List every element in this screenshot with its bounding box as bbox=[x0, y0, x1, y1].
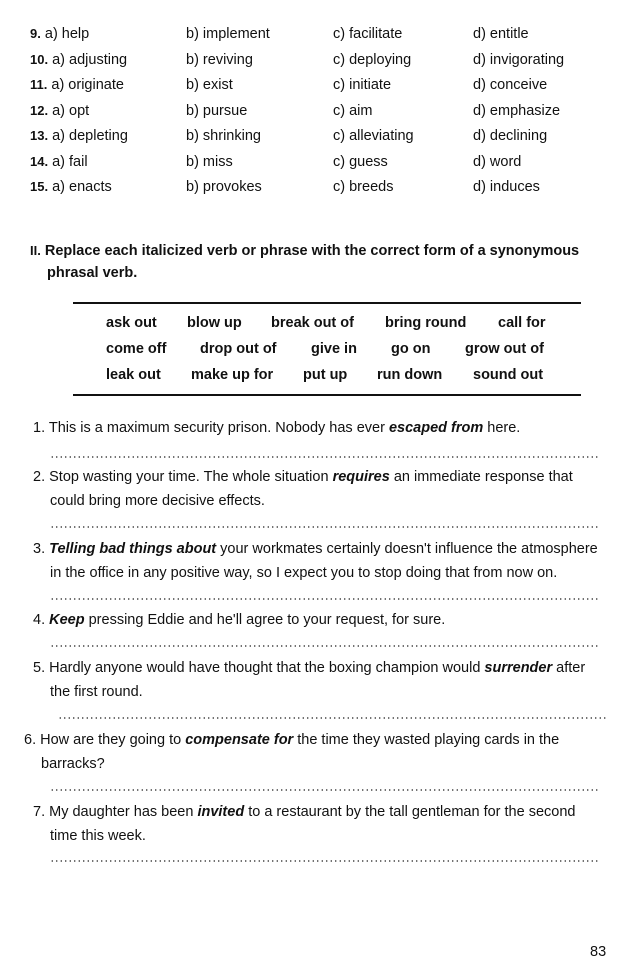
italicized-phrase: invited bbox=[197, 804, 245, 820]
exercise-text-post: your workmates certainly doesn't influence the atmosphere bbox=[216, 541, 598, 557]
exercise-continuation: barracks? bbox=[41, 755, 105, 772]
answer-line[interactable] bbox=[58, 717, 608, 719]
exercise-item bbox=[24, 729, 604, 776]
exercise-number: 6. bbox=[24, 732, 37, 748]
word-box-item: ask out bbox=[106, 315, 157, 331]
option-d: d) word bbox=[473, 153, 522, 170]
option-d: d) entitle bbox=[473, 26, 529, 42]
mc-row bbox=[30, 103, 610, 129]
word-box-item: bring round bbox=[385, 315, 467, 331]
italicized-phrase: Keep bbox=[49, 612, 85, 628]
option-b: b) provokes bbox=[186, 179, 262, 195]
option-c: c) alleviating bbox=[333, 128, 414, 144]
question-number: 13. bbox=[30, 128, 49, 143]
exercise-text-pre: Stop wasting your time. The whole situation bbox=[49, 469, 333, 485]
word-box-item: call for bbox=[498, 315, 546, 331]
exercise-item bbox=[33, 466, 613, 513]
multiple-choice-list bbox=[30, 26, 610, 205]
option-a-text: a) help bbox=[44, 26, 90, 42]
exercise-text-post: after bbox=[552, 660, 586, 676]
section-heading bbox=[30, 240, 600, 284]
phrasal-verb-box bbox=[73, 302, 581, 396]
exercise-text-post: the time they wasted playing cards in the bbox=[293, 732, 560, 748]
answer-line[interactable] bbox=[50, 645, 600, 647]
exercise-number: 4. bbox=[33, 612, 46, 628]
exercise-continuation: time this week. bbox=[50, 827, 146, 844]
option-b: b) miss bbox=[186, 153, 233, 170]
exercise-number: 2. bbox=[33, 469, 46, 485]
word-box-item: drop out of bbox=[200, 341, 277, 357]
word-box-item: leak out bbox=[106, 367, 161, 383]
option-a-text: a) opt bbox=[52, 102, 90, 119]
option-c: c) deploying bbox=[333, 51, 412, 68]
word-box-item: give in bbox=[311, 341, 357, 357]
question-number: 12. bbox=[30, 102, 49, 118]
word-box-item: run down bbox=[377, 367, 443, 383]
exercise-text-post: an immediate response that bbox=[389, 469, 573, 485]
option-a-text: a) enacts bbox=[52, 179, 112, 195]
word-box-item: break out of bbox=[271, 315, 354, 331]
italicized-phrase: surrender bbox=[484, 660, 553, 676]
option-a-text: a) fail bbox=[52, 153, 88, 170]
option-a bbox=[30, 154, 88, 170]
option-b: b) exist bbox=[186, 77, 233, 93]
option-d: d) invigorating bbox=[473, 51, 565, 68]
option-c: c) aim bbox=[333, 102, 373, 119]
exercise-continuation: in the office in any positive way, so I expect you to stop doing that from now on. bbox=[50, 564, 558, 581]
heading-line-2: phrasal verb. bbox=[47, 265, 138, 281]
option-a bbox=[30, 77, 124, 93]
option-b: b) reviving bbox=[186, 51, 253, 68]
question-number: 10. bbox=[30, 51, 49, 67]
exercise-text-pre: How are they going to bbox=[40, 732, 186, 748]
option-a-text: a) originate bbox=[51, 77, 124, 93]
italicized-phrase: compensate for bbox=[185, 732, 294, 748]
option-a-text: a) depleting bbox=[52, 128, 128, 144]
exercise-text-pre: Hardly anyone would have thought that the boxing champion would bbox=[49, 660, 485, 676]
page-number: 83 bbox=[590, 944, 607, 960]
answer-line[interactable] bbox=[50, 789, 600, 791]
option-a-text: a) adjusting bbox=[52, 51, 128, 68]
option-d: d) emphasize bbox=[473, 102, 561, 119]
exercise-item bbox=[33, 657, 613, 704]
option-a bbox=[30, 52, 127, 68]
exercise-number: 7. bbox=[33, 804, 46, 820]
exercise-text-post: to a restaurant by the tall gentleman for the second bbox=[244, 804, 576, 820]
exercise-text-pre: My daughter has been bbox=[49, 804, 198, 820]
question-number: 9. bbox=[30, 26, 41, 41]
italicized-phrase: requires bbox=[332, 469, 390, 485]
option-a bbox=[30, 26, 89, 42]
option-d: d) induces bbox=[473, 179, 540, 195]
exercise-item bbox=[33, 538, 613, 585]
exercise-continuation: the first round. bbox=[50, 683, 143, 700]
question-number: 11. bbox=[30, 77, 48, 92]
exercise-text-pre: This is a maximum security prison. Nobody has ever bbox=[48, 420, 389, 436]
exercise-number: 3. bbox=[33, 541, 46, 557]
exercise-item bbox=[33, 417, 613, 441]
exercise-continuation: could bring more decisive effects. bbox=[50, 492, 265, 509]
answer-line[interactable] bbox=[50, 526, 600, 528]
option-d: d) conceive bbox=[473, 77, 548, 93]
word-box-item: make up for bbox=[191, 367, 274, 383]
question-number: 15. bbox=[30, 179, 49, 194]
heading-line-1: Replace each italicized verb or phrase with the correct form of a synonymous bbox=[44, 243, 580, 259]
option-a bbox=[30, 179, 112, 195]
exercise-item bbox=[33, 609, 613, 633]
italicized-phrase: Telling bad things about bbox=[49, 541, 217, 557]
answer-line[interactable] bbox=[50, 456, 600, 458]
option-c: c) facilitate bbox=[333, 26, 403, 42]
mc-row bbox=[30, 154, 610, 180]
word-box-item: put up bbox=[303, 367, 348, 383]
option-c: c) breeds bbox=[333, 179, 394, 195]
exercise-text-post: here. bbox=[483, 420, 521, 436]
exercise-number: 5. bbox=[33, 660, 46, 676]
option-a bbox=[30, 103, 89, 119]
mc-row bbox=[30, 77, 610, 103]
mc-row bbox=[30, 26, 610, 52]
exercise-item bbox=[33, 801, 613, 848]
question-number: 14. bbox=[30, 153, 49, 169]
section-number: II. bbox=[30, 243, 41, 258]
word-box-item: come off bbox=[106, 341, 167, 357]
option-a bbox=[30, 128, 128, 144]
word-box-item: blow up bbox=[187, 315, 242, 331]
option-c: c) guess bbox=[333, 153, 388, 170]
word-box-item: grow out of bbox=[465, 341, 544, 357]
exercise-number: 1. bbox=[33, 420, 46, 436]
option-b: b) shrinking bbox=[186, 128, 261, 144]
exercise-text-post: pressing Eddie and he'll agree to your request, for sure. bbox=[84, 612, 446, 628]
answer-line[interactable] bbox=[50, 598, 600, 600]
answer-line[interactable] bbox=[50, 860, 600, 862]
option-b: b) implement bbox=[186, 26, 270, 42]
option-c: c) initiate bbox=[333, 77, 392, 93]
mc-row bbox=[30, 52, 610, 78]
mc-row bbox=[30, 179, 610, 205]
word-box-item: sound out bbox=[473, 367, 544, 383]
italicized-phrase: escaped from bbox=[388, 420, 484, 436]
option-d: d) declining bbox=[473, 128, 548, 144]
option-b: b) pursue bbox=[186, 102, 248, 119]
word-box-item: go on bbox=[391, 341, 431, 357]
mc-row bbox=[30, 128, 610, 154]
